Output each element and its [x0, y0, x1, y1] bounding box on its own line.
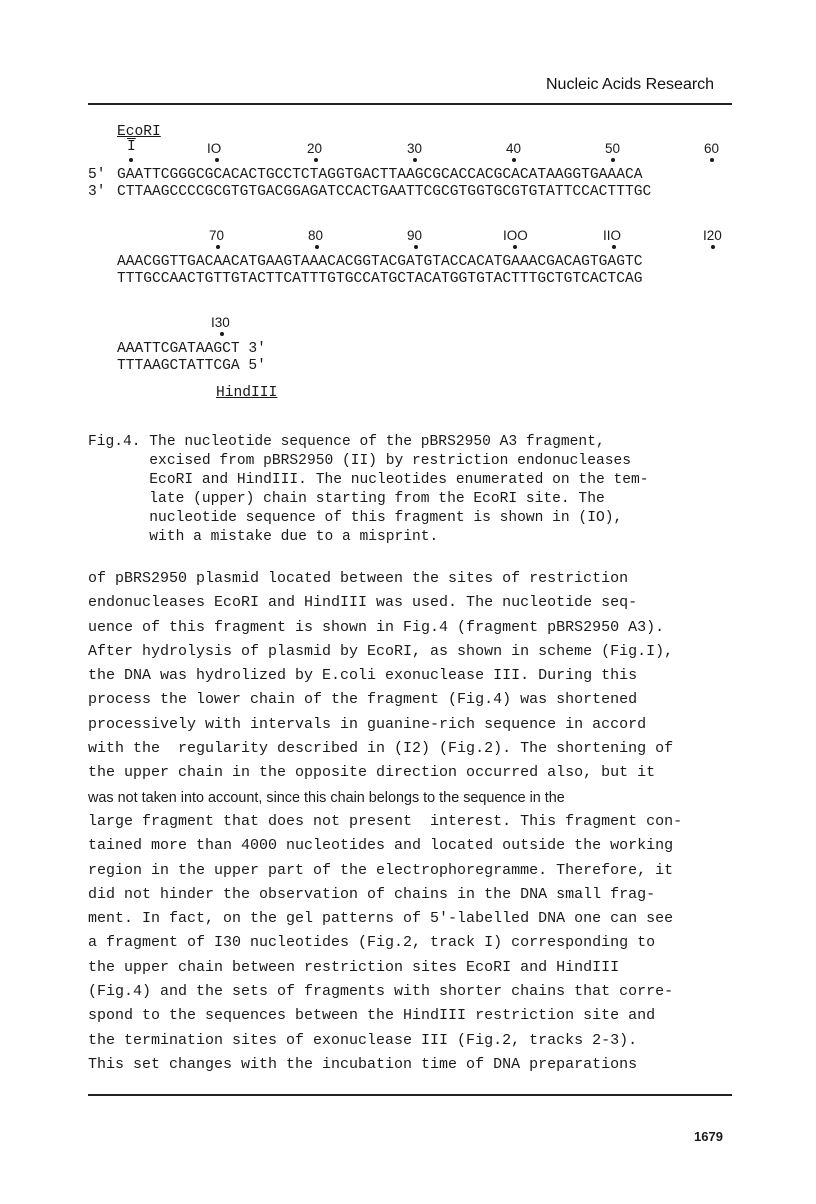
- lower-strand-sequence: CTTAAGCCCCGCGTGTGACGGAGATCCACTGAATTCGCGTGGTGCGTGTATTCCACTTTGC: [117, 184, 652, 200]
- position-dot: [611, 158, 615, 162]
- footer-rule: [88, 1094, 732, 1096]
- position-number: 20: [307, 141, 323, 156]
- text-line: After hydrolysis of plasmid by EcoRI, as shown in scheme (Fig.I),: [88, 642, 674, 660]
- text-line: was not taken into account, since this chain belongs to the sequence in the: [88, 789, 565, 806]
- caption-line: late (upper) chain starting from the EcoRI site. The: [88, 491, 605, 507]
- caption-line: nucleotide sequence of this fragment is shown in (IO),: [88, 510, 623, 526]
- text-line: did not hinder the observation of chains in the DNA small frag-: [88, 885, 656, 903]
- text-line: This set changes with the incubation time of DNA preparations: [88, 1055, 638, 1073]
- position-number: I20: [703, 228, 722, 243]
- page-number: 1679: [694, 1129, 723, 1144]
- text-line: the DNA was hydrolized by E.coli exonuclease III. During this: [88, 667, 638, 685]
- position-number: IIO: [603, 228, 622, 243]
- text-line: endonucleases EcoRI and HindIII was used. The nucleotide seq-: [88, 594, 638, 612]
- position-dot: [414, 245, 418, 249]
- text-line: the termination sites of exonuclease III (Fig.2, tracks 2-3).: [88, 1031, 638, 1049]
- position-number: 80: [308, 228, 324, 243]
- strand-prefix: 5': [88, 167, 106, 183]
- text-line: region in the upper part of the electrophoregramme. Therefore, it: [88, 861, 674, 879]
- body-text: [88, 567, 738, 1077]
- text-line: the upper chain in the opposite direction occurred also, but it: [88, 764, 656, 782]
- position-dot: [711, 245, 715, 249]
- ecori-label: EcoRI: [117, 124, 161, 140]
- caption-line: Fig.4. The nucleotide sequence of the pBRS2950 A3 fragment,: [88, 434, 605, 450]
- journal-header: Nucleic Acids Research: [546, 76, 715, 93]
- position-dot: [513, 245, 517, 249]
- position-number: I30: [211, 315, 230, 330]
- position-number: 60: [704, 141, 720, 156]
- position-dot: [314, 158, 318, 162]
- text-line: tained more than 4000 nucleotides and located outside the working: [88, 837, 674, 855]
- strand-prefix: 3': [88, 184, 106, 200]
- position-dot: [710, 158, 714, 162]
- text-line: with the regularity described in (I2) (Fig.2). The shortening of: [88, 740, 674, 758]
- text-line: spond to the sequences between the HindIII restriction site and: [88, 1007, 656, 1025]
- text-line: process the lower chain of the fragment (Fig.4) was shortened: [88, 691, 638, 709]
- upper-strand-sequence: GAATTCGGGCGCACACTGCCTCTAGGTGACTTAAGCGCACCACGCACATAAGGTGAAACA: [117, 167, 643, 183]
- position-dot: [413, 158, 417, 162]
- position-number: IO: [207, 141, 222, 156]
- position-number: 30: [407, 141, 423, 156]
- position-dot: [215, 158, 219, 162]
- hindiii-label: HindIII: [216, 385, 278, 401]
- text-line: (Fig.4) and the sets of fragments with shorter chains that corre-: [88, 983, 674, 1001]
- caption-line: with a mistake due to a misprint.: [88, 529, 439, 545]
- text-line: uence of this fragment is shown in Fig.4 (fragment pBRS2950 A3).: [88, 618, 665, 636]
- position-number: 90: [407, 228, 423, 243]
- position-dot: [220, 332, 224, 336]
- text-line: ment. In fact, on the gel patterns of 5'-labelled DNA one can see: [88, 910, 674, 928]
- position-dot: [216, 245, 220, 249]
- position-dot: [129, 158, 133, 162]
- position-dot: [512, 158, 516, 162]
- text-line: the upper chain between restriction sites EcoRI and HindIII: [88, 958, 620, 976]
- lower-strand-sequence: TTTAAGCTATTCGA 5': [117, 358, 266, 374]
- text-line: a fragment of I30 nucleotides (Fig.2, track I) corresponding to: [88, 934, 656, 952]
- position-number: 70: [209, 228, 225, 243]
- position-number: 40: [506, 141, 522, 156]
- position-dot: [315, 245, 319, 249]
- upper-strand-sequence: AAACGGTTGACAACATGAAGTAAACACGGTACGATGTACCACATGAAACGACAGTGAGTC: [117, 254, 643, 270]
- ecori-tick: $\overline{I}$: [127, 139, 136, 155]
- text-line: large fragment that does not present interest. This fragment con-: [88, 812, 683, 830]
- text-line: processively with intervals in guanine-rich sequence in accord: [88, 715, 647, 733]
- position-dot: [612, 245, 616, 249]
- caption-line: excised from pBRS2950 (II) by restriction endonucleases: [88, 453, 631, 469]
- figure-caption: [88, 433, 738, 547]
- lower-strand-sequence: TTTGCCAACTGTTGTACTTCATTTGTGCCATGCTACATGGTGTACTTTGCTGTCACTCAG: [117, 271, 643, 287]
- upper-strand-sequence: AAATTCGATAAGCT 3': [117, 341, 266, 357]
- header-rule: [88, 103, 732, 105]
- caption-line: EcoRI and HindIII. The nucleotides enumerated on the tem-: [88, 472, 649, 488]
- text-line: of pBRS2950 plasmid located between the sites of restriction: [88, 570, 629, 587]
- position-number: 50: [605, 141, 621, 156]
- position-number: IOO: [503, 228, 528, 243]
